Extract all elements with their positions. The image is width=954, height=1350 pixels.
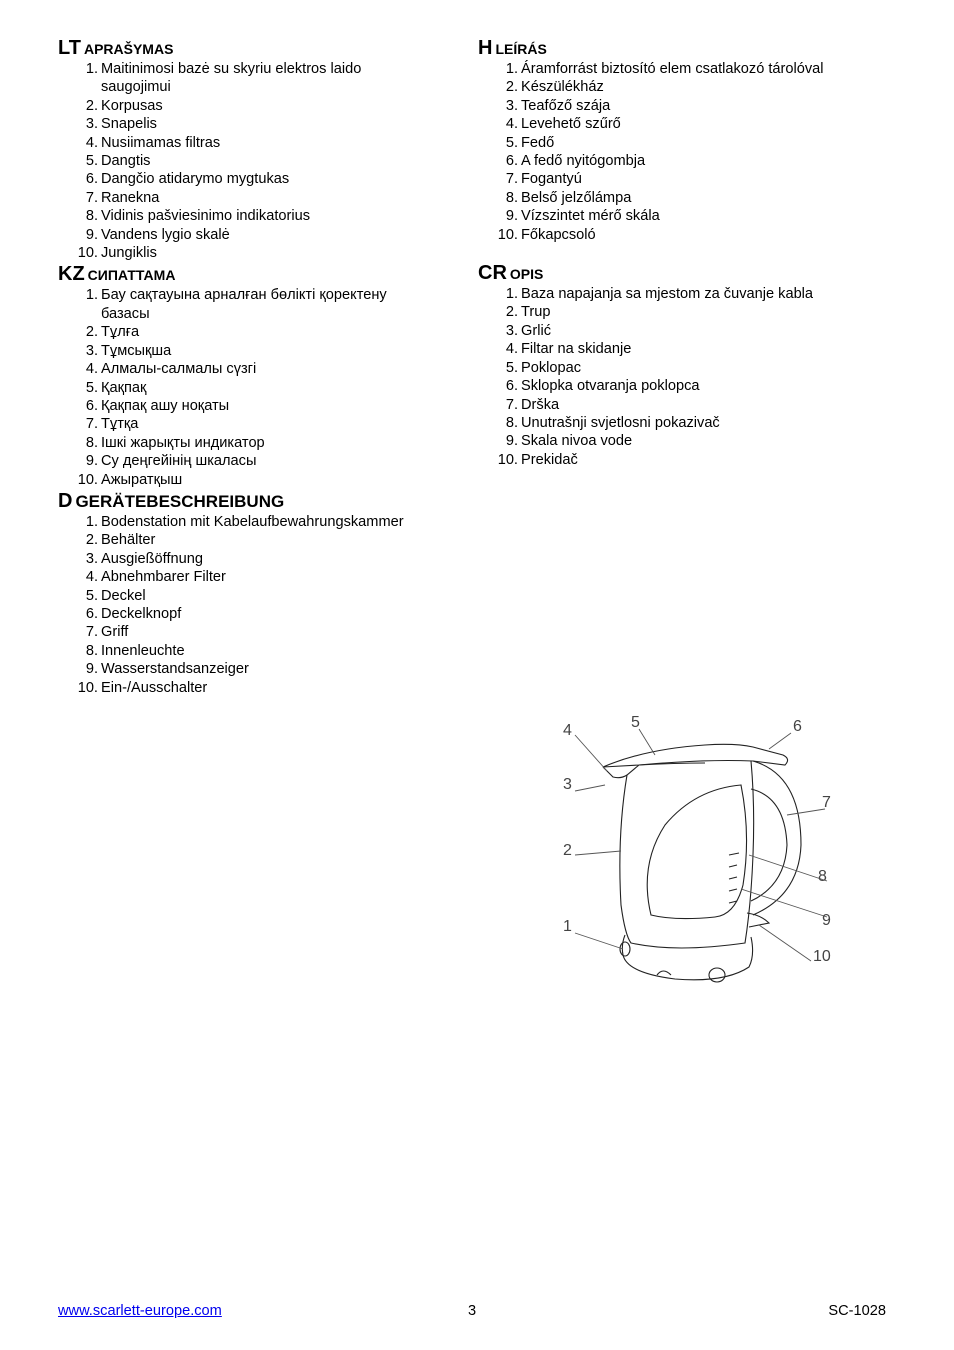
model-number: SC-1028	[828, 1303, 886, 1319]
section-heading	[478, 261, 898, 285]
list-item	[58, 531, 458, 549]
callout-1: 1	[563, 918, 572, 935]
section-title: APRAŠYMAS	[83, 41, 174, 57]
left-column	[58, 36, 458, 697]
item-number: 2.	[85, 97, 98, 114]
callout-4: 4	[563, 722, 572, 739]
list-item	[58, 550, 458, 568]
item-number: 6.	[85, 171, 98, 188]
list-item	[478, 451, 898, 469]
item-text: Ішкі жарықты индикатор	[101, 434, 265, 451]
item-text: Dangtis	[101, 153, 151, 170]
list-item	[58, 189, 458, 207]
item-text: Korpusas	[101, 97, 163, 114]
item-number: 3.	[85, 342, 98, 359]
item-text: Belső jelzőlámpa	[521, 189, 632, 206]
item-number: 7.	[505, 171, 518, 188]
list-item	[58, 642, 458, 660]
item-number: 4.	[85, 361, 98, 378]
item-number: 4.	[505, 116, 518, 133]
list-item	[478, 432, 898, 450]
item-number: 2.	[85, 532, 98, 549]
list-item	[58, 587, 458, 605]
item-text: Snapelis	[101, 116, 157, 133]
item-number: 3.	[505, 322, 518, 339]
list-item	[58, 568, 458, 586]
item-text: Vidinis pašviesinimo indikatorius	[101, 208, 311, 225]
section-kz	[58, 262, 458, 488]
item-number: 1.	[85, 287, 98, 304]
item-number: 10.	[77, 679, 98, 696]
item-number: 4.	[85, 569, 98, 586]
item-text: Ажыратқыш	[101, 471, 183, 488]
item-number: 4.	[85, 134, 98, 151]
list-item	[58, 415, 458, 433]
item-number: 10.	[497, 451, 518, 468]
item-text: Grlić	[521, 322, 551, 339]
item-number	[70, 305, 98, 323]
list-item	[58, 134, 458, 152]
item-text: A fedő nyitógombja	[521, 153, 646, 170]
callout-3: 3	[563, 776, 572, 793]
item-number: 8.	[85, 434, 98, 451]
item-number: 2.	[85, 324, 98, 341]
section-heading	[58, 262, 458, 286]
list-item	[58, 115, 458, 133]
item-number: 10.	[497, 226, 518, 243]
item-number: 5.	[505, 134, 518, 151]
callout-6: 6	[793, 718, 802, 735]
item-text: Maitinimosi bazė su skyriu elektros laido	[101, 61, 362, 77]
page-footer	[58, 1303, 886, 1321]
item-text: Drška	[521, 396, 560, 413]
item-number: 8.	[85, 642, 98, 659]
item-number: 3.	[505, 97, 518, 114]
language-code: KZ	[58, 263, 85, 286]
item-number: 6.	[85, 397, 98, 414]
item-text: Ranekna	[101, 189, 160, 206]
item-text: Тұмсықша	[101, 342, 172, 359]
list-item	[478, 396, 898, 414]
item-text: Deckelknopf	[101, 605, 182, 622]
list-item	[58, 397, 458, 415]
list-item	[478, 78, 898, 96]
item-number: 6.	[505, 153, 518, 170]
item-number: 10.	[77, 471, 98, 488]
list-item	[58, 152, 458, 170]
item-number: 3.	[85, 550, 98, 567]
item-number: 1.	[85, 513, 98, 530]
item-number: 1.	[505, 286, 518, 303]
item-text: Fedő	[521, 134, 555, 151]
item-text: Тұлға	[101, 324, 140, 341]
item-text: Қақпақ ашу ноқаты	[101, 397, 230, 414]
item-number: 6.	[85, 605, 98, 622]
list-item	[478, 97, 898, 115]
list-item	[58, 452, 458, 470]
list-item	[478, 152, 898, 170]
item-text: Қақпақ	[101, 379, 147, 396]
list-item	[478, 303, 898, 321]
item-number: 5.	[85, 587, 98, 604]
item-number: 8.	[85, 208, 98, 225]
item-number: 6.	[505, 378, 518, 395]
item-text: Unutrašnji svjetlosni pokazivač	[521, 414, 720, 431]
section-d	[58, 489, 458, 697]
callout-10: 10	[813, 948, 831, 965]
list-item	[478, 285, 898, 303]
list-item	[478, 189, 898, 207]
list-item	[58, 471, 458, 489]
item-text: saugojimui	[101, 79, 171, 96]
item-number: 4.	[505, 341, 518, 358]
item-text: Ein-/Ausschalter	[101, 679, 208, 696]
page-number: 3	[467, 1303, 477, 1319]
list-item	[58, 78, 458, 96]
list-item	[58, 60, 458, 78]
item-text: Bodenstation mit Kabelaufbewahrungskammer	[101, 513, 404, 530]
list-item	[478, 340, 898, 358]
list-item	[58, 360, 458, 378]
language-code: H	[478, 37, 493, 59]
item-text: Filtar na skidanje	[521, 341, 632, 358]
list-item	[478, 134, 898, 152]
item-text: Vízszintet mérő skála	[521, 208, 660, 225]
callout-2: 2	[563, 842, 572, 859]
list-item	[478, 115, 898, 133]
item-number: 9.	[85, 226, 98, 243]
item-text: Wasserstandsanzeiger	[101, 661, 249, 678]
item-text: Poklopac	[521, 359, 582, 376]
section-gap	[478, 244, 898, 261]
section-lt	[58, 36, 458, 262]
item-number: 9.	[505, 433, 518, 450]
list-item	[58, 513, 458, 531]
item-number: 2.	[505, 79, 518, 96]
section-title: GERÄTEBESCHREIBUNG	[75, 491, 285, 511]
list-item	[58, 305, 458, 323]
section-cr	[478, 261, 898, 469]
kettle-diagram	[555, 705, 845, 995]
list-item	[58, 323, 458, 341]
item-text: Baza napajanja sa mjestom za čuvanje kabla	[521, 286, 814, 303]
list-item	[478, 359, 898, 377]
item-text: Griff	[101, 624, 129, 641]
item-number: 8.	[505, 414, 518, 431]
list-item	[58, 434, 458, 452]
list-item	[58, 660, 458, 678]
list-item	[478, 377, 898, 395]
item-text: Sklopka otvaranja poklopca	[521, 378, 700, 395]
item-text: Teafőző szája	[521, 97, 611, 114]
item-text: Skala nivoa vode	[521, 433, 633, 450]
item-text: Trup	[521, 304, 551, 321]
callout-8: 8	[818, 868, 827, 885]
item-text: Innenleuchte	[101, 642, 185, 659]
item-number: 2.	[505, 304, 518, 321]
item-text: Dangčio atidarymo mygtukas	[101, 171, 290, 188]
item-number: 5.	[85, 379, 98, 396]
list-item	[58, 623, 458, 641]
item-number: 7.	[505, 396, 518, 413]
item-number	[70, 78, 98, 96]
item-number: 9.	[505, 208, 518, 225]
item-number: 5.	[505, 359, 518, 376]
right-column	[478, 36, 898, 469]
section-title: СИПАТТАМА	[87, 267, 176, 284]
item-text: Főkapcsoló	[521, 226, 596, 243]
item-text: Vandens lygio skalė	[101, 226, 230, 243]
list-item	[58, 244, 458, 262]
item-text: Тұтқа	[101, 416, 139, 433]
item-text: Су деңгейінің шкаласы	[101, 453, 257, 470]
item-text: Levehető szűrő	[521, 116, 621, 133]
list-item	[58, 207, 458, 225]
list-item	[58, 379, 458, 397]
item-text: Бау сақтауына арналған бөлікті қоректену	[101, 287, 387, 304]
section-title: LEÍRÁS	[495, 41, 547, 57]
item-number: 5.	[85, 153, 98, 170]
list-item	[478, 207, 898, 225]
list-item	[478, 226, 898, 244]
list-item	[58, 170, 458, 188]
item-number: 7.	[85, 624, 98, 641]
item-number: 1.	[85, 61, 98, 77]
item-text: Deckel	[101, 587, 146, 604]
item-text: Abnehmbarer Filter	[101, 569, 226, 586]
list-item	[58, 342, 458, 360]
language-code: CR	[478, 262, 507, 285]
item-number: 3.	[85, 116, 98, 133]
item-text: Fogantyú	[521, 171, 582, 188]
section-heading	[58, 489, 458, 513]
kettle-illustration	[603, 744, 801, 982]
item-text: Алмалы-салмалы сүзгі	[101, 361, 257, 378]
item-text: Prekidač	[521, 451, 578, 468]
item-number: 8.	[505, 189, 518, 206]
item-number: 9.	[85, 661, 98, 678]
item-text: базасы	[101, 305, 150, 322]
callout-9: 9	[822, 912, 831, 929]
item-number: 10.	[77, 245, 98, 262]
item-number: 9.	[85, 453, 98, 470]
list-item	[58, 679, 458, 697]
item-number: 7.	[85, 416, 98, 433]
list-item	[58, 226, 458, 244]
item-number: 1.	[505, 61, 518, 77]
list-item	[478, 60, 898, 78]
website-link[interactable]: www.scarlett-europe.com	[58, 1303, 222, 1319]
item-text: Nusiimamas filtras	[101, 134, 221, 151]
list-item	[478, 414, 898, 432]
list-item	[58, 605, 458, 623]
section-heading	[58, 36, 458, 60]
list-item	[58, 97, 458, 115]
language-code: LT	[58, 37, 81, 59]
item-text: Behälter	[101, 532, 156, 549]
section-heading	[478, 36, 898, 60]
item-number: 7.	[85, 189, 98, 206]
list-item	[478, 322, 898, 340]
section-title: OPIS	[509, 266, 544, 283]
item-text: Jungiklis	[101, 245, 157, 262]
section-h	[478, 36, 898, 244]
item-text: Áramforrást biztosító elem csatlakozó tárolóval	[521, 61, 824, 77]
callout-5: 5	[631, 714, 640, 731]
item-text: Ausgießöffnung	[101, 550, 203, 567]
callout-7: 7	[822, 794, 831, 811]
language-code: D	[58, 489, 73, 512]
list-item	[58, 286, 458, 304]
list-item	[478, 170, 898, 188]
item-text: Készülékház	[521, 79, 604, 96]
